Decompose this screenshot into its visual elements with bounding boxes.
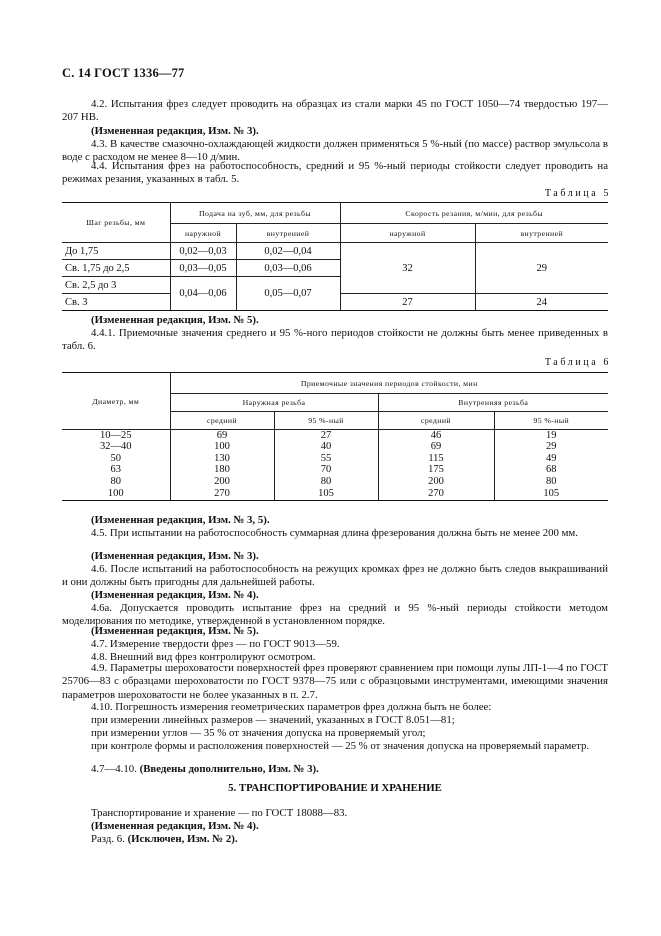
table-6-cell: 200	[378, 476, 494, 488]
table-6-cell: 270	[378, 487, 494, 500]
table-5-cell-feed-outer: 0,03—0,05	[170, 260, 236, 277]
paragraph-transport: Транспортирование и хранение — по ГОСТ 18088—83.	[91, 807, 348, 819]
table-5-caption: Таблица 5	[544, 188, 611, 199]
edition-note: (Измененная редакция, Изм. № 3, 5).	[91, 514, 270, 526]
table-5	[62, 202, 608, 311]
edition-note: (Измененная редакция, Изм. № 5).	[91, 625, 259, 637]
table-6-cell: 55	[274, 453, 378, 465]
section-5-title: 5. ТРАНСПОРТИРОВАНИЕ И ХРАНЕНИЕ	[228, 782, 442, 794]
table-6-cell: 270	[170, 487, 274, 500]
table-5-cell-feed-inner: 0,05—0,07	[236, 277, 340, 311]
table-6-cell: 200	[170, 476, 274, 488]
table-5-header-feed: Подача на зуб, мм, для резьбы	[170, 203, 340, 224]
paragraph-4-10: 4.10. Погрешность измерения геометрических параметров фрез должна быть не более:	[91, 701, 492, 713]
table-6-cell: 63	[110, 464, 121, 476]
table-6-header-inner-avg: средний	[378, 412, 494, 430]
table-5-header-feed-outer: наружной	[170, 224, 236, 243]
paragraph-4-3: 4.3. В качестве смазочно-охлаждающей жидкости должен применяться 5 %-ный (по массе) раствор эмульсола в воде с расходом не менее 8—10 д/мин.	[62, 138, 608, 164]
table-6-caption: Таблица 6	[544, 357, 611, 368]
paragraph-4-6a: 4.6а. Допускается проводить испытание фрез на средний и 95 %-ный периоды стойкости методом моделирования по методике, утвержденной в установленном порядке.	[62, 602, 608, 628]
table-6-cell: 69	[378, 441, 494, 453]
paragraph-4-2: 4.2. Испытания фрез следует проводить на образцах из стали марки 45 по ГОСТ 1050—74 твердостью 197—207 НВ.	[62, 98, 608, 124]
paragraph-4-6: 4.6. После испытаний на работоспособность на режущих кромках фрез не должно быть следов выкрашиваний и они должны быть пригодны для дальнейшей работы.	[62, 563, 608, 589]
table-6-header-outer-95: 95 %-ный	[274, 412, 378, 430]
table-6-header-inner: Внутренняя резьба	[378, 394, 608, 412]
table-5-cell-step: Св. 1,75 до 2,5	[62, 260, 170, 277]
table-6-cell: 80	[494, 476, 608, 488]
table-6-cell: 100	[107, 487, 124, 499]
table-6-header-diameter: Диаметр, мм	[62, 373, 170, 430]
edition-note: (Измененная редакция, Изм. № 5).	[91, 314, 259, 326]
paragraph-4-10-form: при контроле формы и расположения поверхностей — 25 % от значения допуска на проверяемый параметр.	[91, 740, 590, 752]
table-6-header-main: Приемочные значения периодов стойкости, мин	[170, 373, 608, 394]
paragraph-4-7: 4.7. Измерение твердости фрез — по ГОСТ 9013—59.	[91, 638, 340, 650]
table-5-header-step: Шаг резьбы, мм	[62, 203, 170, 243]
table-6-cell: 29	[494, 441, 608, 453]
table-6-cell: 80	[110, 475, 121, 487]
paragraph-4-10-linear: при измерении линейных размеров — значений, указанных в ГОСТ 8.051—81;	[91, 714, 455, 726]
table-5-cell-feed-outer: 0,04—0,06	[170, 277, 236, 311]
table-6-cell: 46	[378, 430, 494, 442]
table-6-cell: 50	[110, 452, 121, 464]
table-6-cell: 115	[378, 453, 494, 465]
paragraph-4-9: 4.9. Параметры шероховатости поверхностей фрез проверяют сравнением при помощи лупы ЛП-1—4 по ГОСТ 25706—83 с образцами шероховатости по ГОСТ 9378—75 или с образцовыми инструментами, имеющими значения параметров шероховатости не более указанных в п. 2.7.	[62, 662, 608, 701]
paragraph-4-7-4-10-note: 4.7—4.10. (Введены дополнительно, Изм. № 3).	[91, 763, 319, 775]
table-6-cell: 105	[494, 487, 608, 500]
table-6-header-inner-95: 95 %-ный	[494, 412, 608, 430]
table-6-cell: 130	[170, 453, 274, 465]
table-5-cell-speed-outer: 32	[340, 243, 475, 294]
table-6-header-outer-avg: средний	[170, 412, 274, 430]
paragraph-4-4: 4.4. Испытания фрез на работоспособность, средний и 95 %-ный периоды стойкости следует проводить на режимах резания, указанных в табл. 5.	[62, 160, 608, 186]
table-6-cell: 69	[170, 430, 274, 442]
table-6-cell: 49	[494, 453, 608, 465]
table-6-cell: 19	[494, 430, 608, 442]
table-6-cell: 68	[494, 464, 608, 476]
table-6-header-outer: Наружная резьба	[170, 394, 378, 412]
table-5-cell-speed-inner: 24	[475, 294, 608, 311]
table-6-cell: 100	[170, 441, 274, 453]
table-5-header-speed: Скорость резания, м/мин, для резьбы	[340, 203, 608, 224]
paragraph-4-10-angles: при измерении углов — 35 % от значения допуска на проверяемый угол;	[91, 727, 426, 739]
paragraph-4-8: 4.8. Внешний вид фрез контролируют осмотром.	[91, 651, 316, 663]
table-5-header-speed-outer: наружной	[340, 224, 475, 243]
table-6-cell: 105	[274, 487, 378, 500]
table-5-cell-feed-inner: 0,02—0,04	[236, 243, 340, 260]
table-6	[62, 372, 608, 501]
edition-note: (Измененная редакция, Изм. № 4).	[91, 820, 259, 832]
table-6-cell: 70	[274, 464, 378, 476]
table-6-cell: 80	[274, 476, 378, 488]
table-5-cell-speed-inner: 29	[475, 243, 608, 294]
table-5-cell-step: Св. 2,5 до 3	[62, 277, 170, 294]
table-6-cell: 10—25	[100, 430, 132, 441]
table-5-cell-step: До 1,75	[62, 243, 170, 260]
table-5-cell-feed-outer: 0,02—0,03	[170, 243, 236, 260]
page-header: С. 14 ГОСТ 1336—77	[62, 66, 185, 80]
table-6-cell: 27	[274, 430, 378, 442]
table-5-cell-step: Св. 3	[65, 296, 88, 308]
paragraph-4-4-1: 4.4.1. Приемочные значения среднего и 95 %-ного периодов стойкости не должны быть менее приведенных в табл. 6.	[62, 327, 608, 353]
paragraph-section-6: Разд. 6. (Исключен, Изм. № 2).	[91, 833, 238, 845]
table-5-header-speed-inner: внутренней	[475, 224, 608, 243]
table-5-cell-feed-inner: 0,03—0,06	[236, 260, 340, 277]
table-6-cell: 175	[378, 464, 494, 476]
table-6-cell: 40	[274, 441, 378, 453]
edition-note: (Измененная редакция, Изм. № 3).	[91, 550, 259, 562]
table-5-header-feed-inner: внутренней	[236, 224, 340, 243]
table-6-cell: 180	[170, 464, 274, 476]
edition-note: (Измененная редакция, Изм. № 4).	[91, 589, 259, 601]
edition-note: (Измененная редакция, Изм. № 3).	[91, 125, 259, 137]
table-6-cell: 32—40	[100, 441, 132, 453]
table-5-cell-speed-outer: 27	[340, 294, 475, 311]
paragraph-4-5: 4.5. При испытании на работоспособность суммарная длина фрезерования должна быть не менее 200 мм.	[91, 527, 578, 539]
